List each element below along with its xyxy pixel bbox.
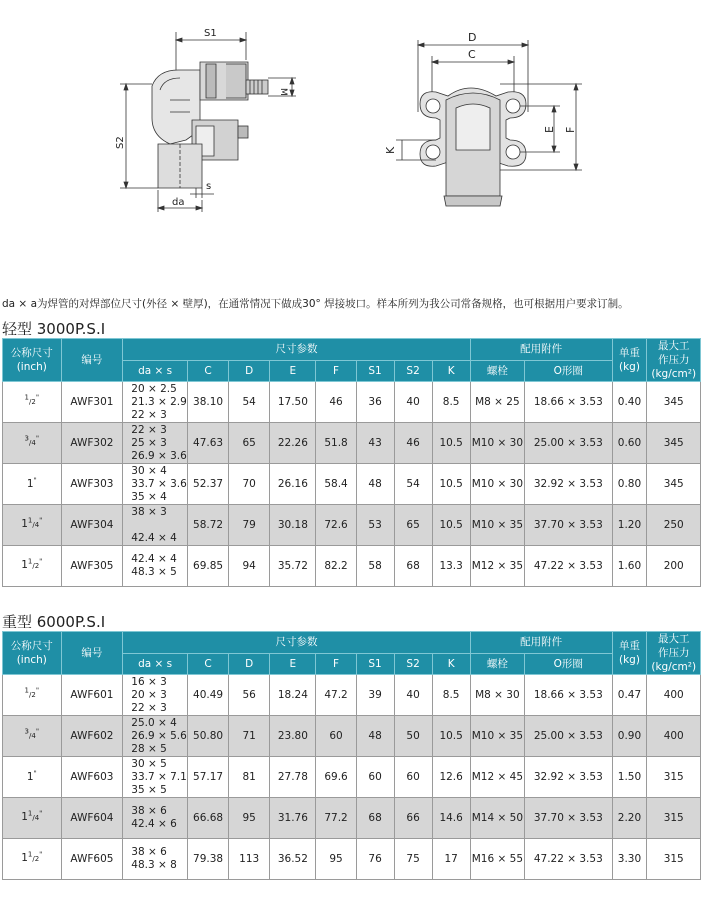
da-s-value: 30 × 5 xyxy=(131,757,167,770)
header-f: F xyxy=(316,653,356,675)
cell-oring: 32.92 × 3.53 xyxy=(525,757,612,798)
size-numerator: 1 xyxy=(24,393,29,402)
cell-oring: 37.70 × 3.53 xyxy=(525,505,612,546)
da-s-value: 42.4 × 4 xyxy=(131,553,177,565)
cell-s2: 46 xyxy=(394,423,432,464)
cell-f: 82.2 xyxy=(316,546,356,587)
table-row xyxy=(3,464,701,505)
size-whole: 1 xyxy=(21,811,28,823)
header-accessories: 配用附件 xyxy=(470,339,612,361)
da-s-value: 16 × 3 xyxy=(131,675,167,688)
cell-nominal-size: $^3$/4" xyxy=(3,423,62,464)
cell-s1: 43 xyxy=(356,423,394,464)
size-numerator: 1 xyxy=(27,850,33,859)
cell-nominal-size: $^1$/2" xyxy=(3,675,62,716)
cell-da-s xyxy=(123,546,188,587)
cell-pressure: 400 xyxy=(647,716,701,757)
size-whole: 1 xyxy=(21,518,28,530)
cell-da-s xyxy=(123,675,188,716)
header-bolt: 螺栓 xyxy=(470,360,524,382)
da-s-value: 20 × 3 xyxy=(131,688,167,701)
description-note: da × a为焊管的对焊部位尺寸(外径 × 壁厚)，在通常情况下做成30° 焊接坡口。样本所列为我公司常备规格，也可根据用户要求订制。 xyxy=(2,298,629,310)
cell-e: 22.26 xyxy=(270,423,316,464)
header-weight: 单重 (kg) xyxy=(612,632,647,675)
cell-s2: 66 xyxy=(394,798,432,839)
technical-drawings xyxy=(0,0,710,290)
cell-e: 31.76 xyxy=(270,798,316,839)
da-s-value: 35 × 5 xyxy=(131,783,167,796)
cell-nominal-size: $1^1/4^"$ xyxy=(3,505,62,546)
cell-s2: 60 xyxy=(394,757,432,798)
cell-s1: 39 xyxy=(356,675,394,716)
cell-d: 56 xyxy=(229,675,270,716)
flange-front-view xyxy=(396,40,582,206)
cell-s1: 58 xyxy=(356,546,394,587)
da-s-value: 26.9 × 3.6 xyxy=(131,449,187,462)
cell-nominal-size: 1" xyxy=(3,464,62,505)
header-code: 编号 xyxy=(61,339,123,382)
cell-oring: 47.22 × 3.53 xyxy=(525,839,612,880)
size-denominator: 2 xyxy=(34,855,40,863)
header-weight: 单重 (kg) xyxy=(612,339,647,382)
table-row xyxy=(3,839,701,880)
header-dimensions: 尺寸参数 xyxy=(123,339,470,361)
cell-pressure: 345 xyxy=(647,382,701,423)
header-bolt: 螺栓 xyxy=(470,653,524,675)
header-oring: O形圈 xyxy=(525,360,612,382)
cell-c: 50.80 xyxy=(188,716,229,757)
da-s-value: 22 × 3 xyxy=(131,423,167,436)
header-s1: S1 xyxy=(356,360,394,382)
header-s2: S2 xyxy=(394,360,432,382)
da-s-value: 22 × 3 xyxy=(131,701,167,714)
cell-nominal-size: $^1$/2" xyxy=(3,382,62,423)
table-row xyxy=(3,675,701,716)
size-denominator: 4 xyxy=(31,732,36,740)
cell-f: 47.2 xyxy=(316,675,356,716)
header-accessories: 配用附件 xyxy=(470,632,612,654)
cell-e: 30.18 xyxy=(270,505,316,546)
cell-c: 40.49 xyxy=(188,675,229,716)
cell-weight: 1.50 xyxy=(612,757,647,798)
size-numerator: 1 xyxy=(27,557,33,566)
cell-code: AWF303 xyxy=(61,464,123,505)
header-k: K xyxy=(432,653,470,675)
label-s1: S1 xyxy=(204,28,217,39)
size-numerator: 1 xyxy=(27,809,33,818)
header-max-pressure: 最大工 作压力 (kg/cm²) xyxy=(647,339,701,382)
da-s-value: 25.0 × 4 xyxy=(131,716,177,729)
cell-nominal-size: $1^1/2^"$ xyxy=(3,546,62,587)
cell-s1: 48 xyxy=(356,464,394,505)
cell-oring: 25.00 × 3.53 xyxy=(525,423,612,464)
da-s-value: 42.4 × 4 xyxy=(131,531,177,544)
cell-weight: 2.20 xyxy=(612,798,647,839)
size-whole: 1 xyxy=(21,559,28,571)
cell-d: 95 xyxy=(229,798,270,839)
cell-nominal-size: 1" xyxy=(3,757,62,798)
table-row xyxy=(3,423,701,464)
cell-pressure: 345 xyxy=(647,423,701,464)
cell-e: 26.16 xyxy=(270,464,316,505)
cell-weight: 0.80 xyxy=(612,464,647,505)
cell-bolt: M12 × 35 xyxy=(470,546,524,587)
cell-da-s xyxy=(123,716,188,757)
cell-f: 51.8 xyxy=(316,423,356,464)
label-c: C xyxy=(468,48,476,61)
cell-e: 17.50 xyxy=(270,382,316,423)
cell-s1: 68 xyxy=(356,798,394,839)
size-denominator: 4 xyxy=(34,521,40,529)
cell-bolt: M16 × 55 xyxy=(470,839,524,880)
cell-k: 13.3 xyxy=(432,546,470,587)
cell-oring: 18.66 × 3.53 xyxy=(525,675,612,716)
label-da: da xyxy=(172,197,185,208)
da-s-value: 30 × 4 xyxy=(131,464,167,477)
cell-c: 57.17 xyxy=(188,757,229,798)
header-s1: S1 xyxy=(356,653,394,675)
cell-da-s xyxy=(123,839,188,880)
cell-c: 38.10 xyxy=(188,382,229,423)
cell-da-s xyxy=(123,505,188,546)
cell-d: 71 xyxy=(229,716,270,757)
size-whole: 1 xyxy=(26,770,34,783)
cell-f: 46 xyxy=(316,382,356,423)
cell-s1: 60 xyxy=(356,757,394,798)
cell-e: 23.80 xyxy=(270,716,316,757)
cell-code: AWF603 xyxy=(61,757,123,798)
size-denominator: 2 xyxy=(34,562,40,570)
table-row xyxy=(3,505,701,546)
cell-bolt: M10 × 35 xyxy=(470,505,524,546)
cell-k: 8.5 xyxy=(432,382,470,423)
header-da-s: da × s xyxy=(123,360,188,382)
size-numerator: 1 xyxy=(27,516,33,525)
cell-bolt: M14 × 50 xyxy=(470,798,524,839)
label-m: M xyxy=(278,88,288,96)
cell-oring: 32.92 × 3.53 xyxy=(525,464,612,505)
cell-f: 58.4 xyxy=(316,464,356,505)
da-s-value: 25 × 3 xyxy=(131,436,167,449)
cell-weight: 1.20 xyxy=(612,505,647,546)
cell-e: 27.78 xyxy=(270,757,316,798)
cell-code: AWF601 xyxy=(61,675,123,716)
cell-pressure: 315 xyxy=(647,798,701,839)
cell-c: 58.72 xyxy=(188,505,229,546)
cell-pressure: 250 xyxy=(647,505,701,546)
cell-s1: 48 xyxy=(356,716,394,757)
cell-code: AWF304 xyxy=(61,505,123,546)
header-f: F xyxy=(316,360,356,382)
cell-oring: 18.66 × 3.53 xyxy=(525,382,612,423)
header-s2: S2 xyxy=(394,653,432,675)
cell-k: 8.5 xyxy=(432,675,470,716)
cell-k: 10.5 xyxy=(432,423,470,464)
cell-c: 47.63 xyxy=(188,423,229,464)
table-row xyxy=(3,716,701,757)
da-s-value: 38 × 6 xyxy=(131,805,167,817)
da-s-value: 35 × 4 xyxy=(131,490,167,503)
cell-f: 95 xyxy=(316,839,356,880)
cell-f: 77.2 xyxy=(316,798,356,839)
cell-weight: 3.30 xyxy=(612,839,647,880)
cell-s2: 68 xyxy=(394,546,432,587)
cell-f: 69.6 xyxy=(316,757,356,798)
da-s-value: 26.9 × 5.6 xyxy=(131,729,187,742)
table-row xyxy=(3,798,701,839)
size-denominator: 2 xyxy=(31,691,36,699)
label-s2: S2 xyxy=(115,136,126,149)
cell-da-s xyxy=(123,423,188,464)
da-s-value: 48.3 × 5 xyxy=(131,566,177,578)
heavy-table-body xyxy=(3,675,701,880)
size-denominator: 4 xyxy=(31,439,36,447)
cell-bolt: M10 × 35 xyxy=(470,716,524,757)
cell-code: AWF302 xyxy=(61,423,123,464)
cell-k: 10.5 xyxy=(432,505,470,546)
cell-code: AWF602 xyxy=(61,716,123,757)
cell-code: AWF605 xyxy=(61,839,123,880)
cell-oring: 47.22 × 3.53 xyxy=(525,546,612,587)
cell-e: 18.24 xyxy=(270,675,316,716)
da-s-value: 38 × 3 xyxy=(131,505,167,518)
size-denominator: 2 xyxy=(31,398,36,406)
da-s-value: 38 × 6 xyxy=(131,846,167,858)
cell-c: 66.68 xyxy=(188,798,229,839)
header-oring: O形圈 xyxy=(525,653,612,675)
label-e: E xyxy=(543,126,556,133)
cell-bolt: M10 × 30 xyxy=(470,464,524,505)
header-k: K xyxy=(432,360,470,382)
cell-f: 72.6 xyxy=(316,505,356,546)
cell-k: 14.6 xyxy=(432,798,470,839)
header-d: D xyxy=(229,360,270,382)
header-nominal-size: 公称尺寸 (inch) xyxy=(3,339,62,382)
cell-pressure: 345 xyxy=(647,464,701,505)
cell-d: 54 xyxy=(229,382,270,423)
cell-oring: 25.00 × 3.53 xyxy=(525,716,612,757)
light-series-title: 轻型 3000P.S.I xyxy=(2,320,106,338)
cell-nominal-size: $1^1/4^"$ xyxy=(3,798,62,839)
da-s-value: 33.7 × 7.1 xyxy=(131,770,187,783)
cell-d: 65 xyxy=(229,423,270,464)
da-s-value: 28 × 5 xyxy=(131,742,167,755)
cell-d: 70 xyxy=(229,464,270,505)
cell-k: 10.5 xyxy=(432,716,470,757)
cell-pressure: 315 xyxy=(647,757,701,798)
cell-da-s xyxy=(123,382,188,423)
cell-nominal-size: $^3$/4" xyxy=(3,716,62,757)
cell-e: 36.52 xyxy=(270,839,316,880)
cell-k: 12.6 xyxy=(432,757,470,798)
cell-oring: 37.70 × 3.53 xyxy=(525,798,612,839)
cell-pressure: 400 xyxy=(647,675,701,716)
label-k: K xyxy=(384,146,397,154)
cell-d: 79 xyxy=(229,505,270,546)
da-s-value: 22 × 3 xyxy=(131,408,167,421)
cell-weight: 1.60 xyxy=(612,546,647,587)
cell-pressure: 200 xyxy=(647,546,701,587)
cell-bolt: M10 × 30 xyxy=(470,423,524,464)
light-table-body xyxy=(3,382,701,587)
header-d: D xyxy=(229,653,270,675)
cell-s2: 54 xyxy=(394,464,432,505)
cell-s2: 65 xyxy=(394,505,432,546)
cell-bolt: M12 × 45 xyxy=(470,757,524,798)
size-numerator: 1 xyxy=(24,686,29,695)
cell-weight: 0.40 xyxy=(612,382,647,423)
header-nominal-size: 公称尺寸 (inch) xyxy=(3,632,62,675)
label-f: F xyxy=(564,126,577,133)
cell-nominal-size: $1^1/2^"$ xyxy=(3,839,62,880)
cell-bolt: M8 × 25 xyxy=(470,382,524,423)
cell-c: 79.38 xyxy=(188,839,229,880)
cell-code: AWF301 xyxy=(61,382,123,423)
cell-da-s xyxy=(123,798,188,839)
cell-d: 81 xyxy=(229,757,270,798)
cell-d: 94 xyxy=(229,546,270,587)
size-numerator: 3 xyxy=(24,434,29,443)
cell-c: 52.37 xyxy=(188,464,229,505)
cell-pressure: 315 xyxy=(647,839,701,880)
cell-s2: 50 xyxy=(394,716,432,757)
size-numerator: 3 xyxy=(24,727,29,736)
cell-da-s xyxy=(123,757,188,798)
da-s-value: 21.3 × 2.9 xyxy=(131,395,187,408)
da-s-value xyxy=(131,519,187,532)
size-whole: 1 xyxy=(21,852,28,864)
cell-weight: 0.47 xyxy=(612,675,647,716)
header-c: C xyxy=(188,360,229,382)
cell-bolt: M8 × 30 xyxy=(470,675,524,716)
table-row xyxy=(3,382,701,423)
heavy-series-table xyxy=(2,631,701,880)
da-s-value: 42.4 × 6 xyxy=(131,818,177,830)
label-s: s xyxy=(206,181,212,192)
light-series-table xyxy=(2,338,701,587)
label-d: D xyxy=(468,31,477,44)
cell-k: 17 xyxy=(432,839,470,880)
cell-code: AWF604 xyxy=(61,798,123,839)
cell-s1: 53 xyxy=(356,505,394,546)
cell-s1: 36 xyxy=(356,382,394,423)
size-denominator: 4 xyxy=(34,814,40,822)
header-e: E xyxy=(270,360,316,382)
heavy-series-title: 重型 6000P.S.I xyxy=(2,613,106,631)
header-e: E xyxy=(270,653,316,675)
cell-da-s xyxy=(123,464,188,505)
da-s-value: 20 × 2.5 xyxy=(131,382,177,395)
cell-weight: 0.90 xyxy=(612,716,647,757)
cell-c: 69.85 xyxy=(188,546,229,587)
cell-k: 10.5 xyxy=(432,464,470,505)
cell-f: 60 xyxy=(316,716,356,757)
header-c: C xyxy=(188,653,229,675)
cell-s2: 40 xyxy=(394,675,432,716)
da-s-value: 33.7 × 3.6 xyxy=(131,477,187,490)
header-dimensions: 尺寸参数 xyxy=(123,632,470,654)
da-s-value: 48.3 × 8 xyxy=(131,859,177,871)
size-whole: 1 xyxy=(26,477,34,490)
cell-e: 35.72 xyxy=(270,546,316,587)
cell-s1: 76 xyxy=(356,839,394,880)
header-da-s: da × s xyxy=(123,653,188,675)
cell-s2: 75 xyxy=(394,839,432,880)
cell-code: AWF305 xyxy=(61,546,123,587)
cell-d: 113 xyxy=(229,839,270,880)
cell-s2: 40 xyxy=(394,382,432,423)
table-row xyxy=(3,757,701,798)
cell-weight: 0.60 xyxy=(612,423,647,464)
table-row xyxy=(3,546,701,587)
header-max-pressure: 最大工 作压力 (kg/cm²) xyxy=(647,632,701,675)
header-code: 编号 xyxy=(61,632,123,675)
